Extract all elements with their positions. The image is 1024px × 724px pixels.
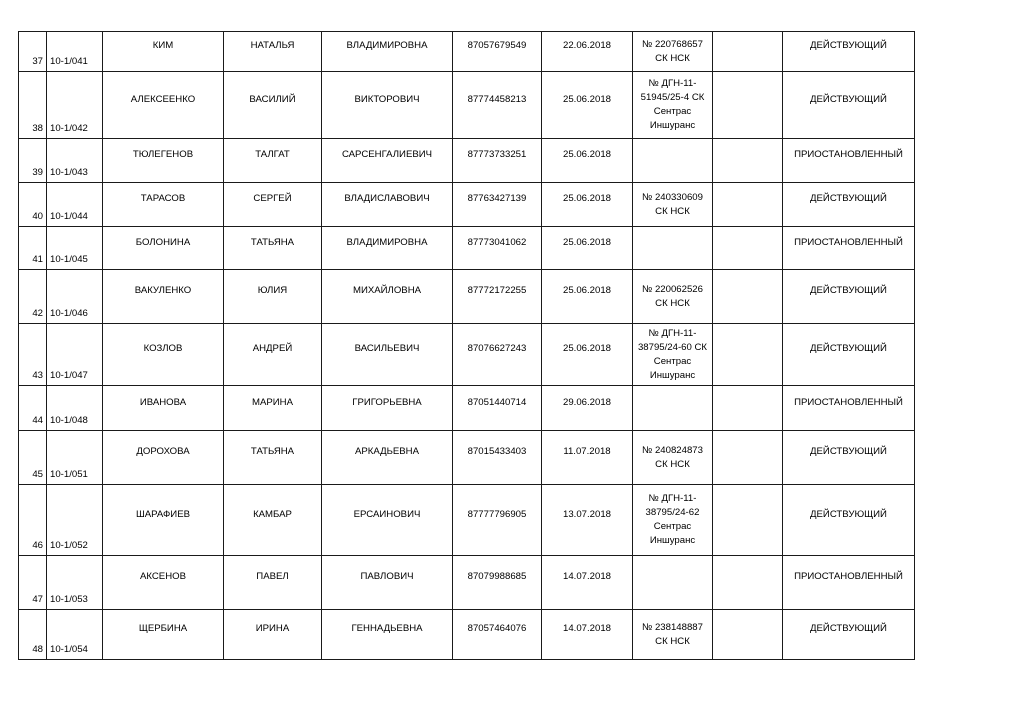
phone-number: 87076627243: [453, 324, 542, 386]
first-name: ЮЛИЯ: [224, 270, 322, 324]
insurance-cell: [633, 32, 713, 72]
insurance-cell: [633, 324, 713, 386]
insurance-line: СК НСК: [655, 635, 690, 647]
registration-number: 10-1/051: [47, 431, 103, 485]
phone-number: 87015433403: [453, 431, 542, 485]
insurance-cell: [633, 485, 713, 556]
row-number: 41: [19, 227, 47, 270]
status-cell: ДЕЙСТВУЮЩИЙ: [783, 324, 915, 386]
last-name: ШАРАФИЕВ: [103, 485, 224, 556]
registration-date: 13.07.2018: [542, 485, 633, 556]
middle-name: ВАСИЛЬЕВИЧ: [322, 324, 453, 386]
status-cell: ПРИОСТАНОВЛЕННЫЙ: [783, 386, 915, 431]
registration-date: 11.07.2018: [542, 431, 633, 485]
last-name: АЛЕКСЕЕНКО: [103, 72, 224, 139]
insurance-line: № ДГН-11-: [648, 493, 697, 504]
registration-date: 25.06.2018: [542, 183, 633, 227]
first-name: ТАТЬЯНА: [224, 431, 322, 485]
phone-number: 87057464076: [453, 610, 542, 660]
insurance-line: № 240330609: [642, 191, 703, 203]
insurance-line: № 238148887: [642, 621, 703, 633]
registration-date: 25.06.2018: [542, 227, 633, 270]
extra-cell: [713, 324, 783, 386]
registration-number: 10-1/044: [47, 183, 103, 227]
registration-date: 14.07.2018: [542, 556, 633, 610]
extra-cell: [713, 556, 783, 610]
table-row: [19, 139, 915, 183]
registration-number: 10-1/041: [47, 32, 103, 72]
registration-date: 25.06.2018: [542, 270, 633, 324]
insurance-cell: [633, 72, 713, 139]
registration-number: 10-1/045: [47, 227, 103, 270]
insurance-line: Иншуранс: [649, 535, 696, 546]
first-name: АНДРЕЙ: [224, 324, 322, 386]
registration-number: 10-1/052: [47, 485, 103, 556]
last-name: ВАКУЛЕНКО: [103, 270, 224, 324]
registration-number: 10-1/042: [47, 72, 103, 139]
insurance-line: Сентрас: [653, 106, 692, 117]
extra-cell: [713, 270, 783, 324]
table-row: [19, 227, 915, 270]
extra-cell: [713, 610, 783, 660]
insurance-cell: [633, 227, 713, 270]
insurance-line: СК НСК: [655, 297, 690, 309]
last-name: ТАРАСОВ: [103, 183, 224, 227]
middle-name: ПАВЛОВИЧ: [322, 556, 453, 610]
registration-date: 25.06.2018: [542, 139, 633, 183]
table-row: [19, 324, 915, 386]
extra-cell: [713, 386, 783, 431]
last-name: ИВАНОВА: [103, 386, 224, 431]
phone-number: 87772172255: [453, 270, 542, 324]
status-cell: ДЕЙСТВУЮЩИЙ: [783, 610, 915, 660]
first-name: КАМБАР: [224, 485, 322, 556]
first-name: ВАСИЛИЙ: [224, 72, 322, 139]
last-name: КИМ: [103, 32, 224, 72]
status-cell: ДЕЙСТВУЮЩИЙ: [783, 270, 915, 324]
insurance-line: 51945/25-4 СК: [640, 92, 705, 103]
last-name: АКСЕНОВ: [103, 556, 224, 610]
row-number: 37: [19, 32, 47, 72]
row-number: 45: [19, 431, 47, 485]
row-number: 47: [19, 556, 47, 610]
extra-cell: [713, 183, 783, 227]
registration-date: 29.06.2018: [542, 386, 633, 431]
insurance-line: Сентрас: [653, 521, 692, 532]
row-number: 46: [19, 485, 47, 556]
middle-name: ВЛАДИМИРОВНА: [322, 32, 453, 72]
extra-cell: [713, 431, 783, 485]
table-row: [19, 556, 915, 610]
registry-table: [18, 31, 915, 660]
insurance-line: 38795/24-60 СК: [637, 341, 708, 353]
phone-number: 87773041062: [453, 227, 542, 270]
table-row: [19, 72, 915, 139]
extra-cell: [713, 139, 783, 183]
last-name: БОЛОНИНА: [103, 227, 224, 270]
registration-date: 25.06.2018: [542, 72, 633, 139]
phone-number: 87051440714: [453, 386, 542, 431]
phone-number: 87763427139: [453, 183, 542, 227]
table-row: [19, 386, 915, 431]
table-row: [19, 183, 915, 227]
last-name: ЩЕРБИНА: [103, 610, 224, 660]
registration-date: 25.06.2018: [542, 324, 633, 386]
insurance-cell: [633, 431, 713, 485]
first-name: ТАЛГАТ: [224, 139, 322, 183]
first-name: ПАВЕЛ: [224, 556, 322, 610]
status-cell: ПРИОСТАНОВЛЕННЫЙ: [783, 139, 915, 183]
insurance-line: № 240824873: [642, 444, 703, 456]
middle-name: МИХАЙЛОВНА: [322, 270, 453, 324]
insurance-cell: [633, 270, 713, 324]
row-number: 44: [19, 386, 47, 431]
registration-number: 10-1/054: [47, 610, 103, 660]
middle-name: ВЛАДИМИРОВНА: [322, 227, 453, 270]
registration-number: 10-1/053: [47, 556, 103, 610]
row-number: 43: [19, 324, 47, 386]
first-name: ТАТЬЯНА: [224, 227, 322, 270]
table-row: [19, 610, 915, 660]
insurance-line: № 220062526: [642, 283, 703, 295]
registration-date: 14.07.2018: [542, 610, 633, 660]
insurance-cell: [633, 610, 713, 660]
insurance-line: 38795/24-62: [645, 507, 700, 518]
insurance-line: № ДГН-11-: [648, 78, 697, 89]
extra-cell: [713, 485, 783, 556]
first-name: СЕРГЕЙ: [224, 183, 322, 227]
phone-number: 87777796905: [453, 485, 542, 556]
row-number: 38: [19, 72, 47, 139]
middle-name: САРСЕНГАЛИЕВИЧ: [322, 139, 453, 183]
middle-name: АРКАДЬЕВНА: [322, 431, 453, 485]
table-row: [19, 431, 915, 485]
registration-number: 10-1/043: [47, 139, 103, 183]
status-cell: ПРИОСТАНОВЛЕННЫЙ: [783, 556, 915, 610]
phone-number: 87079988685: [453, 556, 542, 610]
row-number: 48: [19, 610, 47, 660]
first-name: МАРИНА: [224, 386, 322, 431]
extra-cell: [713, 32, 783, 72]
insurance-line: № ДГН-11-: [648, 327, 697, 339]
row-number: 39: [19, 139, 47, 183]
last-name: ДОРОХОВА: [103, 431, 224, 485]
registration-number: 10-1/048: [47, 386, 103, 431]
registration-date: 22.06.2018: [542, 32, 633, 72]
extra-cell: [713, 72, 783, 139]
phone-number: 87773733251: [453, 139, 542, 183]
insurance-line: Иншуранс: [649, 120, 696, 131]
insurance-line: Сентрас: [653, 355, 692, 367]
status-cell: ДЕЙСТВУЮЩИЙ: [783, 183, 915, 227]
middle-name: ГЕННАДЬЕВНА: [322, 610, 453, 660]
insurance-cell: [633, 386, 713, 431]
middle-name: ГРИГОРЬЕВНА: [322, 386, 453, 431]
row-number: 40: [19, 183, 47, 227]
status-cell: ДЕЙСТВУЮЩИЙ: [783, 72, 915, 139]
table-body: [19, 32, 915, 660]
status-cell: ПРИОСТАНОВЛЕННЫЙ: [783, 227, 915, 270]
row-number: 42: [19, 270, 47, 324]
status-cell: ДЕЙСТВУЮЩИЙ: [783, 431, 915, 485]
status-cell: ДЕЙСТВУЮЩИЙ: [783, 32, 915, 72]
insurance-line: № 220768657: [642, 38, 703, 50]
middle-name: ЕРСАИНОВИЧ: [322, 485, 453, 556]
middle-name: ВИКТОРОВИЧ: [322, 72, 453, 139]
insurance-cell: [633, 556, 713, 610]
insurance-cell: [633, 139, 713, 183]
middle-name: ВЛАДИСЛАВОВИЧ: [322, 183, 453, 227]
last-name: ТЮЛЕГЕНОВ: [103, 139, 224, 183]
table-row: [19, 32, 915, 72]
phone-number: 87774458213: [453, 72, 542, 139]
first-name: НАТАЛЬЯ: [224, 32, 322, 72]
insurance-line: СК НСК: [655, 205, 690, 217]
registration-number: 10-1/046: [47, 270, 103, 324]
insurance-line: СК НСК: [655, 52, 690, 64]
registration-number: 10-1/047: [47, 324, 103, 386]
insurance-cell: [633, 183, 713, 227]
first-name: ИРИНА: [224, 610, 322, 660]
insurance-line: СК НСК: [655, 458, 690, 470]
phone-number: 87057679549: [453, 32, 542, 72]
last-name: КОЗЛОВ: [103, 324, 224, 386]
table-row: [19, 270, 915, 324]
status-cell: ДЕЙСТВУЮЩИЙ: [783, 485, 915, 556]
table-row: [19, 485, 915, 556]
insurance-line: Иншуранс: [649, 369, 696, 381]
extra-cell: [713, 227, 783, 270]
